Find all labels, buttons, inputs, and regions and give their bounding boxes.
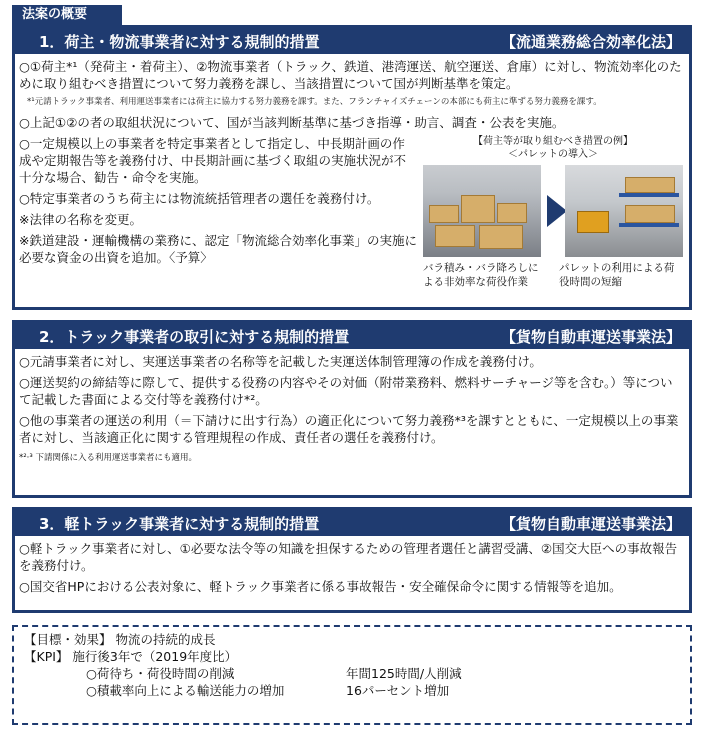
- measure-specified-operators: ○一定規模以上の事業者を特定事業者として指定し、中長期計画の作成や定期報告等を義務付け、中長期計画に基づく取組の実施状況が不十分な場合、勧告・命令を実施。: [19, 136, 407, 185]
- footnote-1: *¹元請トラック事業者、利用運送事業者には荷主に協力する努力義務を課す。また、フランチャイズチェーンの本部にも荷主に準ずる努力義務を課す。: [27, 97, 602, 107]
- law-name: 【流通業務総合効率化法】: [500, 32, 681, 51]
- section-truck-transactions: [12, 320, 692, 498]
- kpi-item-label: ○積載率向上による輸送能力の増加: [86, 683, 285, 698]
- section-light-truck: [12, 507, 692, 613]
- manual-loading-photo: [423, 165, 541, 257]
- footnote-2-3: *²·³ 下請関係に入る利用運送事業者にも適用。: [19, 453, 197, 463]
- measure-effort-duty: ○①荷主*¹（発荷主・着荷主）、②物流事業者（トラック、鉄道、港湾運送、航空運送、倉庫）に対し、物流効率化のために取り組むべき措置について努力義務を課し、当該措置について国が判断基準を策定。: [19, 59, 682, 91]
- section-title: 1．荷主・物流事業者に対する規制的措置: [39, 32, 320, 51]
- overview-tag: 法案の概要: [12, 5, 122, 25]
- measure-written-contract: ○運送契約の締結等に際して、提供する役務の内容やその対価（附帯業務料、燃料サーチャージ等を含む。）等について記載した書面による交付等を義務付け*²。: [19, 375, 673, 407]
- kpi-box: [12, 625, 692, 725]
- section-header: [15, 510, 689, 536]
- goal-line: 【目標・効果】 物流の持続的成長: [24, 632, 216, 647]
- note-investment: ※鉄道建設・運輸機構の業務に、認定「物流総合効率化事業」の実施に必要な資金の出資を追加。〈予算〉: [19, 233, 417, 265]
- section-shipper-logistics: [12, 25, 692, 310]
- section-title: 2．トラック事業者の取引に対する規制的措置: [39, 327, 350, 346]
- kpi-item-value: 年間125時間/人削減: [346, 666, 462, 681]
- law-name: 【貨物自動車運送事業法】: [500, 514, 681, 533]
- section-header: [15, 28, 689, 54]
- kpi-row: [24, 665, 680, 682]
- example-subtitle: ＜パレットの導入＞: [508, 149, 598, 160]
- kpi-item-value: 16パーセント増加: [346, 683, 450, 698]
- kpi-item-label: ○荷待ち・荷役時間の削減: [86, 666, 235, 681]
- law-name: 【貨物自動車運送事業法】: [500, 327, 681, 346]
- pallet-loading-photo: [565, 165, 683, 257]
- caption-manual: バラ積み・バラ降ろしによる非効率な荷役作業: [423, 262, 539, 288]
- measure-subcontract: ○他の事業者の運送の利用（＝下請けに出す行為）の適正化について努力義務*³を課すとともに、一定規模以上の事業者に対し、当該適正化に関する管理規程の作成、責任者の選任を義務付け。: [19, 413, 679, 445]
- measure-manager-report: ○軽トラック事業者に対し、①必要な法令等の知識を担保するための管理者選任と講習受講、②国交大臣への事故報告を義務付け。: [19, 541, 678, 573]
- kpi-line: 【KPI】 施行後3年で（2019年度比）: [24, 649, 238, 664]
- caption-pallet: パレットの利用による荷役時間の短縮: [559, 262, 675, 288]
- measure-logistics-manager: ○特定事業者のうち荷主には物流統括管理者の選任を義務付け。: [19, 191, 380, 206]
- measure-publication: ○国交省HPにおける公表対象に、軽トラック事業者に係る事故報告・安全確保命令に関する情報等を追加。: [19, 579, 622, 594]
- section-header: [15, 323, 689, 349]
- pallet-example-panel: [423, 135, 683, 289]
- section-title: 3．軽トラック事業者に対する規制的措置: [39, 514, 320, 533]
- kpi-row: [24, 682, 680, 699]
- note-law-name-change: ※法律の名称を変更。: [19, 212, 142, 227]
- measure-guidance: ○上記①②の者の取組状況について、国が当該判断基準に基づき指導・助言、調査・公表を実施。: [19, 115, 565, 130]
- arrow-right-icon: [547, 195, 567, 227]
- measure-ledger: ○元請事業者に対し、実運送事業者の名称等を記載した実運送体制管理簿の作成を義務付け。: [19, 354, 542, 369]
- example-title: 【荷主等が取り組むべき措置の例】: [473, 136, 633, 147]
